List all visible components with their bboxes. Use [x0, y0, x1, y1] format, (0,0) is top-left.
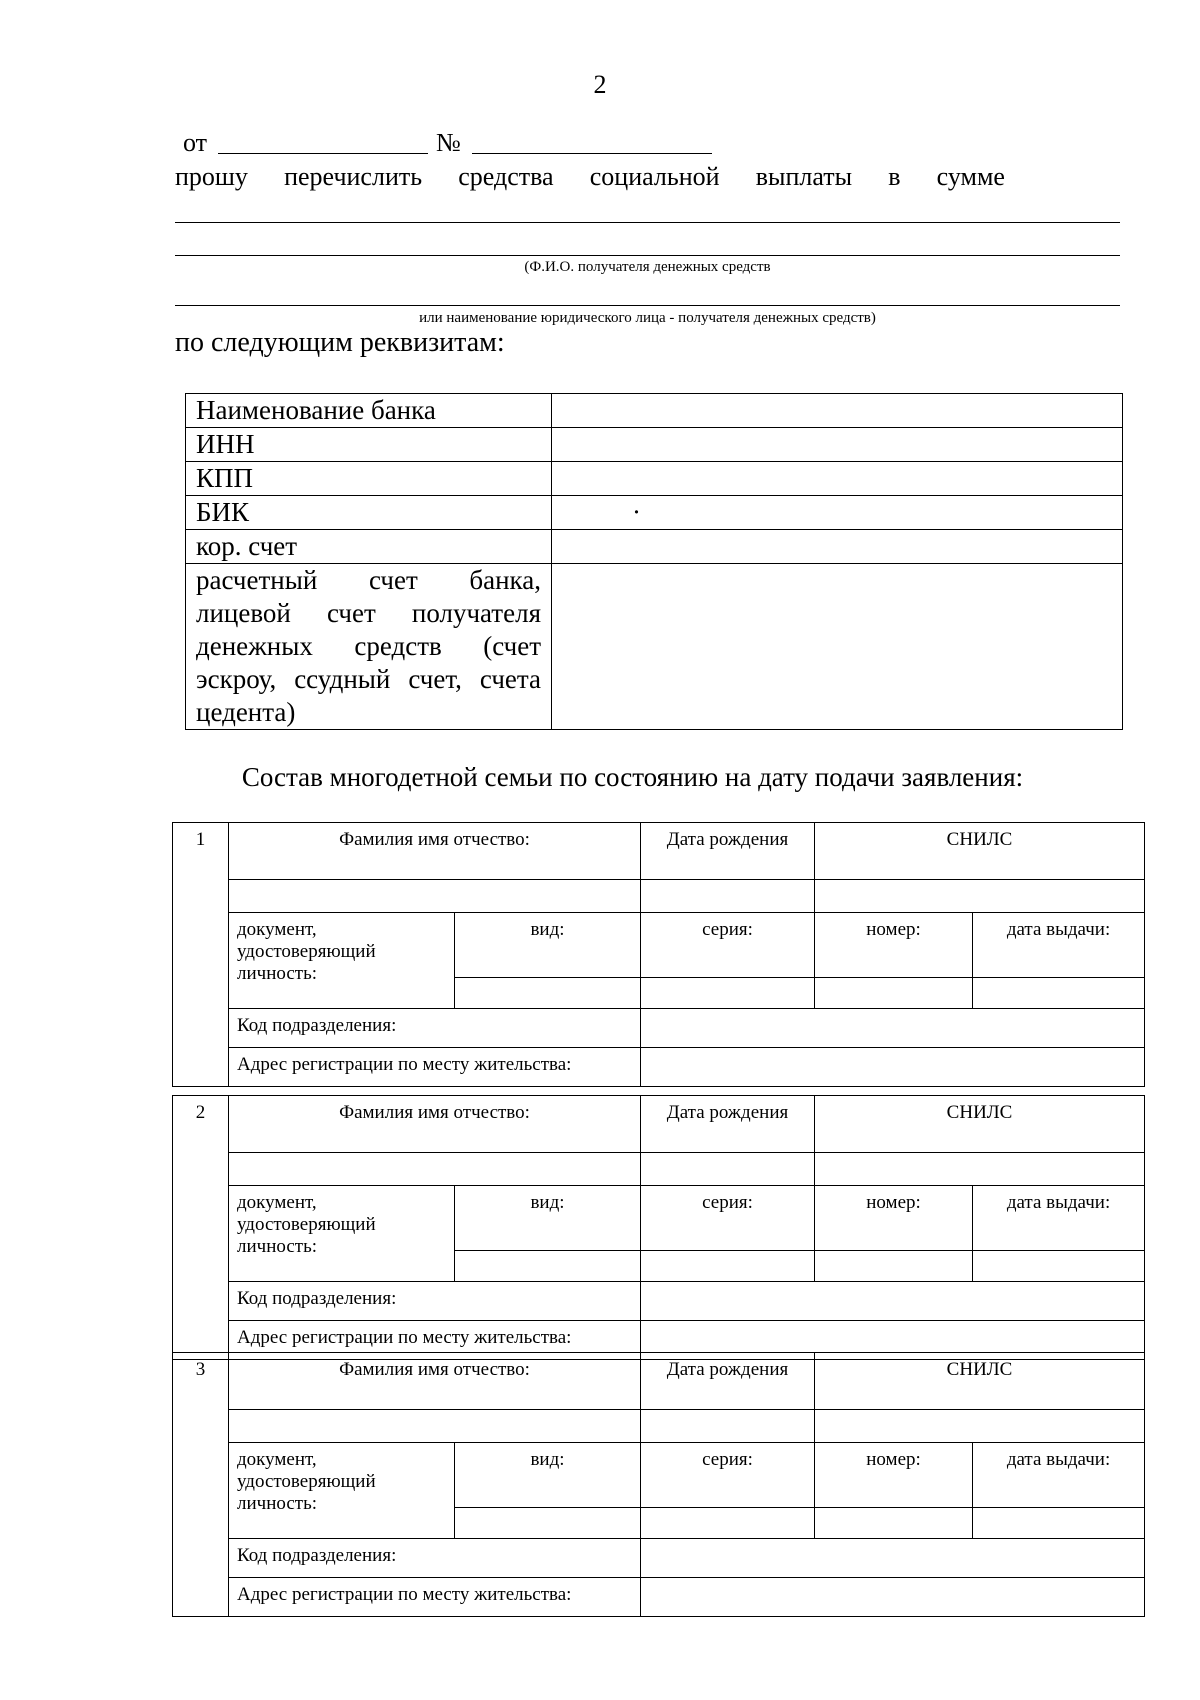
corr-account-label: кор. счет	[186, 530, 552, 564]
number-header: номер:	[815, 1443, 973, 1508]
word: социальной	[589, 162, 720, 191]
requisites-title: по следующим реквизитам:	[175, 327, 505, 358]
fio-field[interactable]	[229, 1153, 641, 1186]
series-field[interactable]	[641, 1508, 815, 1539]
fio-field[interactable]	[229, 1410, 641, 1443]
snils-field[interactable]	[815, 880, 1145, 913]
number-field[interactable]	[815, 1251, 973, 1282]
inn-value[interactable]	[552, 428, 1123, 462]
legal-entity-caption: или наименование юридического лица - получателя денежных средств)	[419, 310, 876, 326]
table-row	[173, 1353, 1145, 1410]
fio-header: Фамилия имя отчество:	[229, 1353, 641, 1410]
table-row	[186, 394, 1123, 428]
division-code-field[interactable]	[641, 1009, 1145, 1048]
table-row	[173, 823, 1145, 880]
table-row	[173, 1186, 1145, 1251]
member-number: 1	[173, 823, 229, 1087]
doc-label-line: удостоверяющий	[237, 1471, 376, 1492]
snils-header: СНИЛС	[815, 1096, 1145, 1153]
series-header: серия:	[641, 1443, 815, 1508]
table-row	[173, 1410, 1145, 1443]
doc-label-line: личность:	[237, 1493, 318, 1514]
table-row	[186, 428, 1123, 462]
doc-label-line: удостоверяющий	[237, 941, 376, 962]
doc-type-field[interactable]	[455, 1508, 641, 1539]
birth-date-header: Дата рождения	[641, 823, 815, 880]
inn-label: ИНН	[186, 428, 552, 462]
series-field[interactable]	[641, 978, 815, 1009]
table-row	[173, 1048, 1145, 1087]
family-member-table	[172, 822, 1145, 1087]
identity-document-label	[229, 913, 455, 1009]
issue-date-header: дата выдачи:	[973, 1186, 1145, 1251]
legal-entity-field[interactable]	[175, 305, 1120, 306]
division-code-label: Код подразделения:	[229, 1539, 641, 1578]
series-field[interactable]	[641, 1251, 815, 1282]
recipient-name-caption: (Ф.И.О. получателя денежных средств	[524, 259, 771, 275]
date-field[interactable]	[218, 153, 428, 154]
issue-date-header: дата выдачи:	[973, 1443, 1145, 1508]
settlement-account-value[interactable]	[552, 564, 1123, 730]
word: выплаты	[755, 162, 853, 191]
issue-date-field[interactable]	[973, 978, 1145, 1009]
snils-header: СНИЛС	[815, 823, 1145, 880]
doc-type-header: вид:	[455, 1186, 641, 1251]
issue-date-field[interactable]	[973, 1508, 1145, 1539]
birth-date-field[interactable]	[641, 880, 815, 913]
division-code-label: Код подразделения:	[229, 1009, 641, 1048]
word: прошу	[175, 162, 248, 191]
doc-type-header: вид:	[455, 1443, 641, 1508]
fio-field[interactable]	[229, 880, 641, 913]
doc-type-field[interactable]	[455, 978, 641, 1009]
doc-type-field[interactable]	[455, 1251, 641, 1282]
birth-date-header: Дата рождения	[641, 1096, 815, 1153]
issue-date-header: дата выдачи:	[973, 913, 1145, 978]
series-header: серия:	[641, 1186, 815, 1251]
family-member-table	[172, 1352, 1145, 1617]
table-row	[173, 1539, 1145, 1578]
birth-date-header: Дата рождения	[641, 1353, 815, 1410]
birth-date-field[interactable]	[641, 1410, 815, 1443]
recipient-name-field[interactable]	[175, 255, 1120, 256]
table-row	[173, 1578, 1145, 1617]
request-sentence	[175, 162, 1005, 192]
number-sign: №	[436, 128, 461, 157]
number-header: номер:	[815, 913, 973, 978]
number-header: номер:	[815, 1186, 973, 1251]
doc-label-line: удостоверяющий	[237, 1214, 376, 1235]
table-row	[173, 913, 1145, 978]
issue-date-field[interactable]	[973, 1251, 1145, 1282]
table-row	[173, 1009, 1145, 1048]
address-label: Адрес регистрации по месту жительства:	[229, 1048, 641, 1087]
word: средства	[458, 162, 554, 191]
snils-field[interactable]	[815, 1410, 1145, 1443]
address-field[interactable]	[641, 1578, 1145, 1617]
word: перечислить	[284, 162, 423, 191]
table-row	[186, 564, 1123, 730]
bik-label: БИК	[186, 496, 552, 530]
doc-label-line: документ,	[237, 1449, 317, 1470]
bank-name-value[interactable]	[552, 394, 1123, 428]
table-row	[173, 1443, 1145, 1508]
bik-value[interactable]: ·	[552, 496, 1123, 530]
snils-field[interactable]	[815, 1153, 1145, 1186]
table-row	[186, 496, 1123, 530]
table-row	[173, 1153, 1145, 1186]
kpp-label: КПП	[186, 462, 552, 496]
doc-label-line: личность:	[237, 1236, 318, 1257]
family-member-table	[172, 1095, 1145, 1360]
number-field[interactable]	[815, 1508, 973, 1539]
amount-field[interactable]	[175, 222, 1120, 223]
table-row	[173, 1282, 1145, 1321]
division-code-field[interactable]	[641, 1282, 1145, 1321]
number-field[interactable]	[472, 153, 712, 154]
doc-label-line: личность:	[237, 963, 318, 984]
page-number: 2	[593, 70, 607, 99]
address-field[interactable]	[641, 1048, 1145, 1087]
member-number: 3	[173, 1353, 229, 1617]
address-label: Адрес регистрации по месту жительства:	[229, 1578, 641, 1617]
family-composition-title: Состав многодетной семьи по состоянию на дату подачи заявления:	[241, 762, 1024, 792]
series-header: серия:	[641, 913, 815, 978]
doc-label-line: документ,	[237, 919, 317, 940]
doc-label-line: документ,	[237, 1192, 317, 1213]
division-code-field[interactable]	[641, 1539, 1145, 1578]
birth-date-field[interactable]	[641, 1153, 815, 1186]
table-row	[186, 530, 1123, 564]
settlement-account-label: расчетный счет банка, лицевой счет получателя денежных средств (счет эскроу, ссудный счет, счета цедента)	[186, 564, 552, 730]
kpp-value[interactable]	[552, 462, 1123, 496]
bank-name-label: Наименование банка	[186, 394, 552, 428]
member-number: 2	[173, 1096, 229, 1360]
word: сумме	[936, 162, 1005, 191]
number-field[interactable]	[815, 978, 973, 1009]
identity-document-label	[229, 1186, 455, 1282]
corr-account-value[interactable]	[552, 530, 1123, 564]
snils-header: СНИЛС	[815, 1353, 1145, 1410]
bank-requisites-table	[185, 393, 1123, 730]
doc-type-header: вид:	[455, 913, 641, 978]
address-label: Адрес регистрации по месту жительства:	[229, 1321, 641, 1360]
table-row	[186, 462, 1123, 496]
fio-header: Фамилия имя отчество:	[229, 823, 641, 880]
word: в	[888, 162, 901, 191]
from-label: от	[183, 128, 208, 157]
table-row	[173, 880, 1145, 913]
table-row	[173, 1096, 1145, 1153]
fio-header: Фамилия имя отчество:	[229, 1096, 641, 1153]
division-code-label: Код подразделения:	[229, 1282, 641, 1321]
identity-document-label	[229, 1443, 455, 1539]
